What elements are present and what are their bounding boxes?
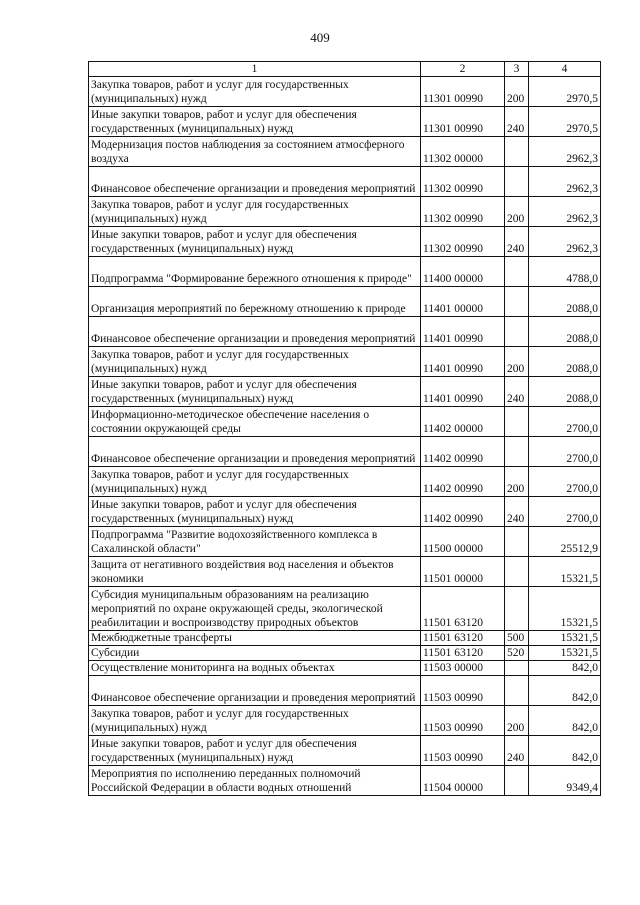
- row-expense-type-cell: 200: [505, 347, 529, 377]
- table-row: [89, 527, 601, 557]
- table-row: [89, 197, 601, 227]
- row-expense-type-cell: [505, 437, 529, 467]
- row-expense-type-cell: [505, 661, 529, 676]
- table-row: [89, 497, 601, 527]
- row-code-cell: 11302 00990: [421, 197, 505, 227]
- row-amount-cell: 15321,5: [529, 587, 601, 631]
- row-code-cell: 11503 00000: [421, 661, 505, 676]
- row-name-cell: Финансовое обеспечение организации и проведения мероприятий: [89, 676, 421, 706]
- row-code-cell: 11402 00990: [421, 497, 505, 527]
- row-name-cell: Организация мероприятий по бережному отношению к природе: [89, 287, 421, 317]
- table-row: [89, 407, 601, 437]
- row-code-cell: 11501 63120: [421, 587, 505, 631]
- table-row: [89, 257, 601, 287]
- row-name-cell: Иные закупки товаров, работ и услуг для обеспечения государственных (муниципальных) нужд: [89, 377, 421, 407]
- budget-table: [88, 61, 601, 796]
- row-amount-cell: 2970,5: [529, 107, 601, 137]
- row-code-cell: 11301 00990: [421, 77, 505, 107]
- row-code-cell: 11402 00990: [421, 467, 505, 497]
- row-amount-cell: 2962,3: [529, 197, 601, 227]
- column-header-3: 3: [505, 62, 529, 77]
- table-row: [89, 587, 601, 631]
- row-code-cell: 11503 00990: [421, 706, 505, 736]
- row-amount-cell: 2088,0: [529, 347, 601, 377]
- row-expense-type-cell: [505, 287, 529, 317]
- table-row: [89, 317, 601, 347]
- column-header-4: 4: [529, 62, 601, 77]
- row-code-cell: 11401 00990: [421, 347, 505, 377]
- row-expense-type-cell: [505, 587, 529, 631]
- table-row: [89, 167, 601, 197]
- table-row: [89, 77, 601, 107]
- row-expense-type-cell: 200: [505, 467, 529, 497]
- row-amount-cell: 842,0: [529, 676, 601, 706]
- row-amount-cell: 9349,4: [529, 766, 601, 796]
- row-name-cell: Модернизация постов наблюдения за состоянием атмосферного воздуха: [89, 137, 421, 167]
- table-row: [89, 227, 601, 257]
- row-code-cell: 11504 00000: [421, 766, 505, 796]
- row-expense-type-cell: [505, 167, 529, 197]
- row-code-cell: 11501 63120: [421, 646, 505, 661]
- table-row: [89, 137, 601, 167]
- row-name-cell: Финансовое обеспечение организации и проведения мероприятий: [89, 317, 421, 347]
- row-name-cell: Подпрограмма "Развитие водохозяйственного комплекса в Сахалинской области": [89, 527, 421, 557]
- row-code-cell: 11301 00990: [421, 107, 505, 137]
- column-header-1: 1: [89, 62, 421, 77]
- row-name-cell: Межбюджетные трансферты: [89, 631, 421, 646]
- row-amount-cell: 2088,0: [529, 377, 601, 407]
- row-amount-cell: 2700,0: [529, 467, 601, 497]
- row-expense-type-cell: 240: [505, 497, 529, 527]
- row-name-cell: Субсидия муниципальным образованиям на реализацию мероприятий по охране окружающей среды, экологической реабилитации и воспроизводству природных объектов: [89, 587, 421, 631]
- column-header-2: 2: [421, 62, 505, 77]
- row-amount-cell: 2088,0: [529, 287, 601, 317]
- table-row: [89, 107, 601, 137]
- row-name-cell: Мероприятия по исполнению переданных полномочий Российской Федерации в области водных отношений: [89, 766, 421, 796]
- row-amount-cell: 15321,5: [529, 557, 601, 587]
- row-amount-cell: 842,0: [529, 706, 601, 736]
- table-body: [89, 77, 601, 796]
- row-code-cell: 11503 00990: [421, 676, 505, 706]
- row-code-cell: 11501 00000: [421, 557, 505, 587]
- row-amount-cell: 2700,0: [529, 497, 601, 527]
- row-expense-type-cell: 200: [505, 197, 529, 227]
- table-row: [89, 377, 601, 407]
- row-name-cell: Иные закупки товаров, работ и услуг для обеспечения государственных (муниципальных) нужд: [89, 736, 421, 766]
- row-name-cell: Закупка товаров, работ и услуг для государственных (муниципальных) нужд: [89, 77, 421, 107]
- row-name-cell: Информационно-методическое обеспечение населения о состоянии окружающей среды: [89, 407, 421, 437]
- table-row: [89, 437, 601, 467]
- row-expense-type-cell: 240: [505, 377, 529, 407]
- table-row: [89, 646, 601, 661]
- row-name-cell: Защита от негативного воздействия вод населения и объектов экономики: [89, 557, 421, 587]
- row-code-cell: 11401 00990: [421, 317, 505, 347]
- row-code-cell: 11302 00990: [421, 167, 505, 197]
- row-amount-cell: 25512,9: [529, 527, 601, 557]
- row-amount-cell: 15321,5: [529, 631, 601, 646]
- row-expense-type-cell: 240: [505, 736, 529, 766]
- table-row: [89, 736, 601, 766]
- table-row: [89, 467, 601, 497]
- row-name-cell: Закупка товаров, работ и услуг для государственных (муниципальных) нужд: [89, 467, 421, 497]
- row-expense-type-cell: 520: [505, 646, 529, 661]
- row-name-cell: Финансовое обеспечение организации и проведения мероприятий: [89, 437, 421, 467]
- table-row: [89, 766, 601, 796]
- row-amount-cell: 2962,3: [529, 137, 601, 167]
- row-amount-cell: 842,0: [529, 661, 601, 676]
- row-expense-type-cell: [505, 676, 529, 706]
- row-name-cell: Иные закупки товаров, работ и услуг для обеспечения государственных (муниципальных) нужд: [89, 107, 421, 137]
- row-code-cell: 11401 00990: [421, 377, 505, 407]
- table-row: [89, 661, 601, 676]
- row-name-cell: Закупка товаров, работ и услуг для государственных (муниципальных) нужд: [89, 347, 421, 377]
- row-expense-type-cell: [505, 137, 529, 167]
- row-expense-type-cell: 200: [505, 77, 529, 107]
- row-code-cell: 11400 00000: [421, 257, 505, 287]
- row-expense-type-cell: 500: [505, 631, 529, 646]
- row-amount-cell: 2088,0: [529, 317, 601, 347]
- page-number: 409: [310, 30, 330, 45]
- row-code-cell: 11302 00990: [421, 227, 505, 257]
- row-expense-type-cell: [505, 257, 529, 287]
- row-name-cell: Осуществление мониторинга на водных объектах: [89, 661, 421, 676]
- row-expense-type-cell: 200: [505, 706, 529, 736]
- table-row: [89, 557, 601, 587]
- row-name-cell: Иные закупки товаров, работ и услуг для обеспечения государственных (муниципальных) нужд: [89, 497, 421, 527]
- row-expense-type-cell: [505, 407, 529, 437]
- row-code-cell: 11500 00000: [421, 527, 505, 557]
- row-amount-cell: 2962,3: [529, 227, 601, 257]
- table-header-row: [89, 62, 601, 77]
- row-expense-type-cell: 240: [505, 107, 529, 137]
- row-amount-cell: 842,0: [529, 736, 601, 766]
- row-name-cell: Закупка товаров, работ и услуг для государственных (муниципальных) нужд: [89, 706, 421, 736]
- table-row: [89, 706, 601, 736]
- row-code-cell: 11503 00990: [421, 736, 505, 766]
- row-code-cell: 11302 00000: [421, 137, 505, 167]
- row-name-cell: Закупка товаров, работ и услуг для государственных (муниципальных) нужд: [89, 197, 421, 227]
- table-row: [89, 631, 601, 646]
- row-expense-type-cell: [505, 557, 529, 587]
- row-code-cell: 11401 00000: [421, 287, 505, 317]
- row-amount-cell: 2970,5: [529, 77, 601, 107]
- row-amount-cell: 15321,5: [529, 646, 601, 661]
- row-amount-cell: 2962,3: [529, 167, 601, 197]
- row-code-cell: 11402 00990: [421, 437, 505, 467]
- row-name-cell: Субсидии: [89, 646, 421, 661]
- table-row: [89, 287, 601, 317]
- row-expense-type-cell: [505, 766, 529, 796]
- row-amount-cell: 4788,0: [529, 257, 601, 287]
- row-expense-type-cell: 240: [505, 227, 529, 257]
- row-expense-type-cell: [505, 527, 529, 557]
- row-name-cell: Подпрограмма "Формирование бережного отношения к природе": [89, 257, 421, 287]
- row-expense-type-cell: [505, 317, 529, 347]
- row-amount-cell: 2700,0: [529, 407, 601, 437]
- row-name-cell: Иные закупки товаров, работ и услуг для обеспечения государственных (муниципальных) нужд: [89, 227, 421, 257]
- table-row: [89, 347, 601, 377]
- table-row: [89, 676, 601, 706]
- row-name-cell: Финансовое обеспечение организации и проведения мероприятий: [89, 167, 421, 197]
- row-code-cell: 11402 00000: [421, 407, 505, 437]
- row-amount-cell: 2700,0: [529, 437, 601, 467]
- row-code-cell: 11501 63120: [421, 631, 505, 646]
